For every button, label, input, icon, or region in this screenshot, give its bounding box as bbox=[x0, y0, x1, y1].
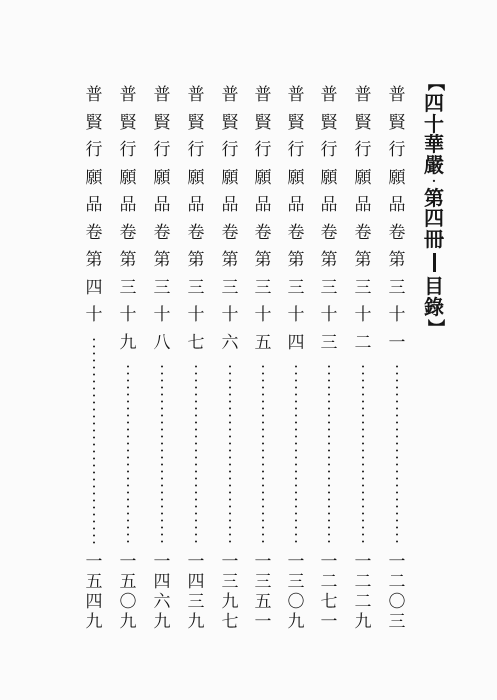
entry-title-char: 願 bbox=[354, 167, 372, 188]
entry-title-char: 品 bbox=[254, 195, 272, 216]
entry-title-char: 卷 bbox=[388, 222, 406, 243]
entry-title-char: 卷 bbox=[254, 222, 272, 243]
entry-title-char: 品 bbox=[187, 195, 205, 216]
toc-entry bbox=[219, 82, 241, 632]
page-number-digit: 九 bbox=[287, 611, 305, 632]
page-number-digit: 一 bbox=[221, 551, 239, 572]
entry-title-char: 第 bbox=[388, 250, 406, 271]
leader-dots bbox=[93, 336, 95, 547]
entry-title-char: 二 bbox=[354, 332, 372, 353]
entry-title-char: 賢 bbox=[119, 112, 137, 133]
entry-title-char: 十 bbox=[320, 305, 338, 326]
toc-entry bbox=[117, 82, 139, 632]
entry-title-char: 三 bbox=[287, 277, 305, 298]
entry-page-number bbox=[352, 552, 374, 632]
page-number-digit: 二 bbox=[388, 571, 406, 592]
page-number-digit: 一 bbox=[85, 551, 103, 572]
entry-title bbox=[117, 82, 139, 357]
toc-entry bbox=[185, 82, 207, 632]
entry-title-char: 十 bbox=[254, 305, 272, 326]
entry-title-char: 第 bbox=[221, 250, 239, 271]
page-number-digit: 九 bbox=[187, 611, 205, 632]
entry-title-char: 願 bbox=[254, 167, 272, 188]
heading-char: 第 bbox=[424, 185, 444, 210]
entry-title-char: 十 bbox=[153, 305, 171, 326]
entry-title-char: 品 bbox=[221, 195, 239, 216]
entry-title-char: 行 bbox=[153, 140, 171, 161]
toc-entry bbox=[285, 82, 307, 632]
entry-title-char: 願 bbox=[153, 167, 171, 188]
heading-open-bracket: 【 bbox=[424, 74, 445, 91]
page-number-digit: 五 bbox=[85, 571, 103, 592]
leader-dots bbox=[396, 363, 398, 546]
entry-title-char: 賢 bbox=[320, 112, 338, 133]
entry-title-char: 賢 bbox=[354, 112, 372, 133]
entry-title-char: 賢 bbox=[187, 112, 205, 133]
entry-title-char: 三 bbox=[221, 277, 239, 298]
entry-title-char: 八 bbox=[153, 332, 171, 353]
entry-title-char: 賢 bbox=[221, 112, 239, 133]
entry-title-char: 十 bbox=[354, 305, 372, 326]
entry-title-char: 普 bbox=[221, 85, 239, 106]
entry-page-number bbox=[219, 552, 241, 632]
entry-title-char: 三 bbox=[320, 332, 338, 353]
page-number-digit: 〇 bbox=[287, 591, 305, 612]
entry-title-char: 四 bbox=[85, 277, 103, 298]
heading-close-bracket: 】 bbox=[424, 319, 445, 337]
page-number-digit: 五 bbox=[254, 591, 272, 612]
entry-title-char: 品 bbox=[85, 195, 103, 216]
entry-title-char: 卷 bbox=[221, 222, 239, 243]
entry-page-number bbox=[285, 552, 307, 632]
heading-char: 四 bbox=[424, 91, 444, 116]
entry-title-char: 九 bbox=[119, 332, 137, 353]
entry-page-number bbox=[151, 552, 173, 632]
entry-title-char: 卷 bbox=[187, 222, 205, 243]
page-number-digit: 二 bbox=[320, 571, 338, 592]
page-number-digit: 一 bbox=[187, 551, 205, 572]
page-number-digit: 三 bbox=[221, 571, 239, 592]
entry-title-char: 賢 bbox=[287, 112, 305, 133]
entry-title bbox=[252, 82, 274, 357]
page-number-digit: 二 bbox=[354, 571, 372, 592]
leader-dots bbox=[328, 363, 330, 546]
entry-title-char: 品 bbox=[354, 195, 372, 216]
page-number-digit: 六 bbox=[153, 591, 171, 612]
toc-entry bbox=[352, 82, 374, 632]
page-number-digit: 一 bbox=[320, 611, 338, 632]
entry-page-number bbox=[117, 552, 139, 632]
leader-dots bbox=[295, 363, 297, 546]
heading-char: 嚴 bbox=[424, 152, 444, 177]
entry-title-char: 卷 bbox=[85, 222, 103, 243]
entry-title-char: 願 bbox=[221, 167, 239, 188]
entry-title-char: 七 bbox=[187, 332, 205, 353]
page-number-digit: 九 bbox=[119, 611, 137, 632]
toc-entry bbox=[252, 82, 274, 632]
entry-title-char: 行 bbox=[388, 140, 406, 161]
entry-title-char: 願 bbox=[187, 167, 205, 188]
heading-char: 錄 bbox=[424, 294, 444, 319]
entry-title-char: 行 bbox=[221, 140, 239, 161]
page-number-digit: 一 bbox=[254, 611, 272, 632]
entry-title-char: 第 bbox=[320, 250, 338, 271]
entry-title-char: 普 bbox=[119, 85, 137, 106]
entry-title-char: 十 bbox=[187, 305, 205, 326]
entry-title-char: 願 bbox=[119, 167, 137, 188]
entry-title bbox=[83, 82, 105, 330]
entry-title-char: 十 bbox=[388, 305, 406, 326]
entry-title-char: 賢 bbox=[153, 112, 171, 133]
page-number-digit: 二 bbox=[354, 591, 372, 612]
page-number-digit: 〇 bbox=[388, 591, 406, 612]
entry-page-number bbox=[318, 552, 340, 632]
entry-title-char: 普 bbox=[187, 85, 205, 106]
heading-char: 華 bbox=[424, 132, 444, 157]
entry-title-char: 願 bbox=[85, 167, 103, 188]
leader-dots bbox=[262, 363, 264, 546]
entry-page-number bbox=[185, 552, 207, 632]
entry-title-char: 行 bbox=[187, 140, 205, 161]
entry-title-char: 普 bbox=[320, 85, 338, 106]
entry-title-char: 普 bbox=[153, 85, 171, 106]
page-number-digit: 四 bbox=[85, 591, 103, 612]
toc-heading bbox=[421, 74, 447, 336]
entry-title-char: 三 bbox=[187, 277, 205, 298]
entry-title-char: 願 bbox=[388, 167, 406, 188]
page-number-digit: 一 bbox=[153, 551, 171, 572]
page-number-digit: 一 bbox=[119, 551, 137, 572]
heading-char: 四 bbox=[424, 206, 444, 231]
heading-separator: · bbox=[431, 174, 437, 189]
page-number-digit: 九 bbox=[354, 611, 372, 632]
heading-char: 冊 bbox=[424, 226, 444, 251]
entry-title bbox=[285, 82, 307, 357]
entry-title-char: 賢 bbox=[254, 112, 272, 133]
entry-title-char: 三 bbox=[388, 277, 406, 298]
page-number-digit: 三 bbox=[187, 591, 205, 612]
page-number-digit: 五 bbox=[119, 571, 137, 592]
entry-title bbox=[352, 82, 374, 357]
entry-title-char: 三 bbox=[119, 277, 137, 298]
entry-title-char: 六 bbox=[221, 332, 239, 353]
leader-dots bbox=[127, 363, 129, 546]
page-number-digit: 九 bbox=[221, 591, 239, 612]
entry-title-char: 賢 bbox=[388, 112, 406, 133]
toc-entry bbox=[83, 82, 105, 632]
entry-title-char: 品 bbox=[153, 195, 171, 216]
entry-title-char: 卷 bbox=[287, 222, 305, 243]
entry-title-char: 普 bbox=[388, 85, 406, 106]
entry-page-number bbox=[386, 552, 408, 632]
page-number-digit: 一 bbox=[354, 551, 372, 572]
entry-title-char: 三 bbox=[254, 277, 272, 298]
entry-title-char: 三 bbox=[153, 277, 171, 298]
leader-dots bbox=[362, 363, 364, 546]
leader-dots bbox=[229, 363, 231, 546]
page-number-digit: 三 bbox=[287, 571, 305, 592]
entry-title-char: 願 bbox=[320, 167, 338, 188]
entry-title bbox=[318, 82, 340, 357]
entry-title-char: 十 bbox=[85, 305, 103, 326]
page-number-digit: 四 bbox=[187, 571, 205, 592]
entry-title-char: 四 bbox=[287, 332, 305, 353]
entry-title-char: 五 bbox=[254, 332, 272, 353]
entry-title-char: 普 bbox=[254, 85, 272, 106]
toc-entry bbox=[151, 82, 173, 632]
entry-title-char: 第 bbox=[153, 250, 171, 271]
page-number-digit: 〇 bbox=[119, 591, 137, 612]
entry-title-char: 第 bbox=[287, 250, 305, 271]
entry-title-char: 普 bbox=[354, 85, 372, 106]
page-number-digit: 一 bbox=[320, 551, 338, 572]
entry-title-char: 第 bbox=[354, 250, 372, 271]
page-number-digit: 七 bbox=[221, 611, 239, 632]
entry-title-char: 三 bbox=[320, 277, 338, 298]
leader-dots bbox=[195, 363, 197, 546]
entry-title-char: 十 bbox=[119, 305, 137, 326]
entry-title bbox=[386, 82, 408, 357]
heading-char: 目 bbox=[424, 274, 444, 299]
entry-title-char: 十 bbox=[221, 305, 239, 326]
entry-title-char: 三 bbox=[354, 277, 372, 298]
page-number-digit: 一 bbox=[287, 551, 305, 572]
entry-title-char: 第 bbox=[119, 250, 137, 271]
entry-title bbox=[151, 82, 173, 357]
page-number-digit: 四 bbox=[153, 571, 171, 592]
page-number-digit: 七 bbox=[320, 591, 338, 612]
heading-dash bbox=[433, 253, 436, 272]
entry-title-char: 第 bbox=[187, 250, 205, 271]
entry-title-char: 品 bbox=[287, 195, 305, 216]
entry-title-char: 願 bbox=[287, 167, 305, 188]
toc-entry bbox=[318, 82, 340, 632]
entry-title-char: 賢 bbox=[85, 112, 103, 133]
entry-title-char: 卷 bbox=[354, 222, 372, 243]
entry-title-char: 普 bbox=[85, 85, 103, 106]
heading-char: 十 bbox=[424, 111, 444, 136]
entry-title-char: 第 bbox=[254, 250, 272, 271]
entry-title-char: 卷 bbox=[119, 222, 137, 243]
entry-title-char: 品 bbox=[388, 195, 406, 216]
page-number-digit: 一 bbox=[254, 551, 272, 572]
entry-title bbox=[219, 82, 241, 357]
leader-dots bbox=[161, 363, 163, 546]
entry-title-char: 行 bbox=[254, 140, 272, 161]
entry-title-char: 品 bbox=[119, 195, 137, 216]
entry-title bbox=[185, 82, 207, 357]
entry-title-char: 卷 bbox=[153, 222, 171, 243]
entry-title-char: 卷 bbox=[320, 222, 338, 243]
entry-title-char: 一 bbox=[388, 332, 406, 353]
page-number-digit: 九 bbox=[85, 611, 103, 632]
entry-title-char: 行 bbox=[320, 140, 338, 161]
entry-title-char: 第 bbox=[85, 250, 103, 271]
page-number-digit: 九 bbox=[153, 611, 171, 632]
page-number-digit: 三 bbox=[388, 611, 406, 632]
entry-title-char: 行 bbox=[85, 140, 103, 161]
page-number-digit: 三 bbox=[254, 571, 272, 592]
entry-page-number bbox=[83, 552, 105, 632]
entry-title-char: 行 bbox=[119, 140, 137, 161]
toc-entry bbox=[386, 82, 408, 632]
entry-page-number bbox=[252, 552, 274, 632]
entry-title-char: 品 bbox=[320, 195, 338, 216]
entry-title-char: 行 bbox=[287, 140, 305, 161]
page-number-digit: 一 bbox=[388, 551, 406, 572]
entry-title-char: 行 bbox=[354, 140, 372, 161]
entry-title-char: 十 bbox=[287, 305, 305, 326]
entry-title-char: 普 bbox=[287, 85, 305, 106]
